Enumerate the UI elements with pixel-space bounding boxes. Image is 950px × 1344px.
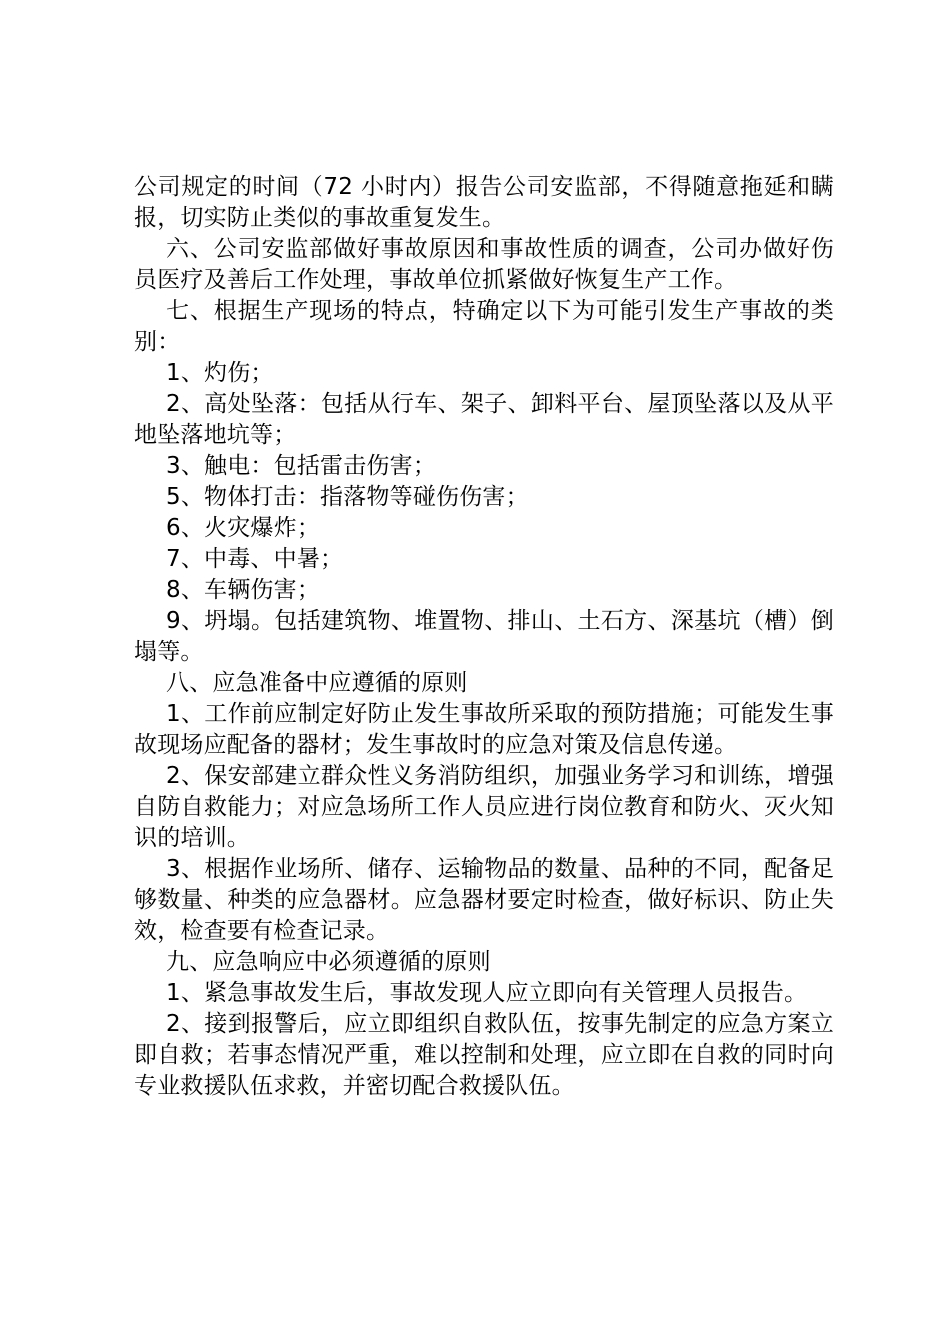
section-heading-8: 八、应急准备中应遵循的原则 xyxy=(166,670,468,696)
list-item-poisoning-heatstroke: 7、中毒、中暑； xyxy=(166,546,344,572)
list-item-collapse: 9、坍塌。包括建筑物、堆置物、排山、土石方、深基坑（槽）倒塌等。 xyxy=(134,608,834,665)
list-item-vehicle-injury: 8、车辆伤害； xyxy=(166,577,321,603)
list-item-electric-shock: 3、触电：包括雷击伤害； xyxy=(166,453,437,479)
paragraph-8-1: 1、工作前应制定好防止发生事故所采取的预防措施；可能发生事故现场应配备的器材；发生事故时的应急对策及信息传递。 xyxy=(134,701,834,758)
list-item-burns: 1、灼伤； xyxy=(166,360,274,386)
paragraph-8-3: 3、根据作业场所、储存、运输物品的数量、品种的不同，配备足够数量、种类的应急器材。应急器材要定时检查，做好标识、防止失效，检查要有检查记录。 xyxy=(134,856,834,944)
section-heading-9: 九、应急响应中必须遵循的原则 xyxy=(166,949,491,975)
paragraph-9-2: 2、接到报警后，应立即组织自救队伍，按事先制定的应急方案立即自救；若事态情况严重，难以控制和处理，应立即在自救的同时向专业救援队伍求救，并密切配合救援队伍。 xyxy=(134,1011,834,1099)
document-body xyxy=(134,172,834,1102)
paragraph-8-2: 2、保安部建立群众性义务消防组织，加强业务学习和训练，增强自防自救能力；对应急场所工作人员应进行岗位教育和防火、灭火知识的培训。 xyxy=(134,763,834,851)
list-item-object-strike: 5、物体打击：指落物等碰伤伤害； xyxy=(166,484,529,510)
paragraph-9-1: 1、紧急事故发生后，事故发现人应立即向有关管理人员报告。 xyxy=(166,980,808,1006)
paragraph-section-6: 六、公司安监部做好事故原因和事故性质的调查，公司办做好伤员医疗及善后工作处理，事故单位抓紧做好恢复生产工作。 xyxy=(134,236,834,293)
list-item-falls: 2、高处坠落：包括从行车、架子、卸料平台、屋顶坠落以及从平地坠落地坑等； xyxy=(134,391,834,448)
list-item-fire-explosion: 6、火灾爆炸； xyxy=(166,515,321,541)
paragraph-continuation: 公司规定的时间（72 小时内）报告公司安监部，不得随意拖延和瞒报，切实防止类似的事故重复发生。 xyxy=(134,174,834,231)
paragraph-section-7: 七、根据生产现场的特点，特确定以下为可能引发生产事故的类别： xyxy=(134,298,834,355)
